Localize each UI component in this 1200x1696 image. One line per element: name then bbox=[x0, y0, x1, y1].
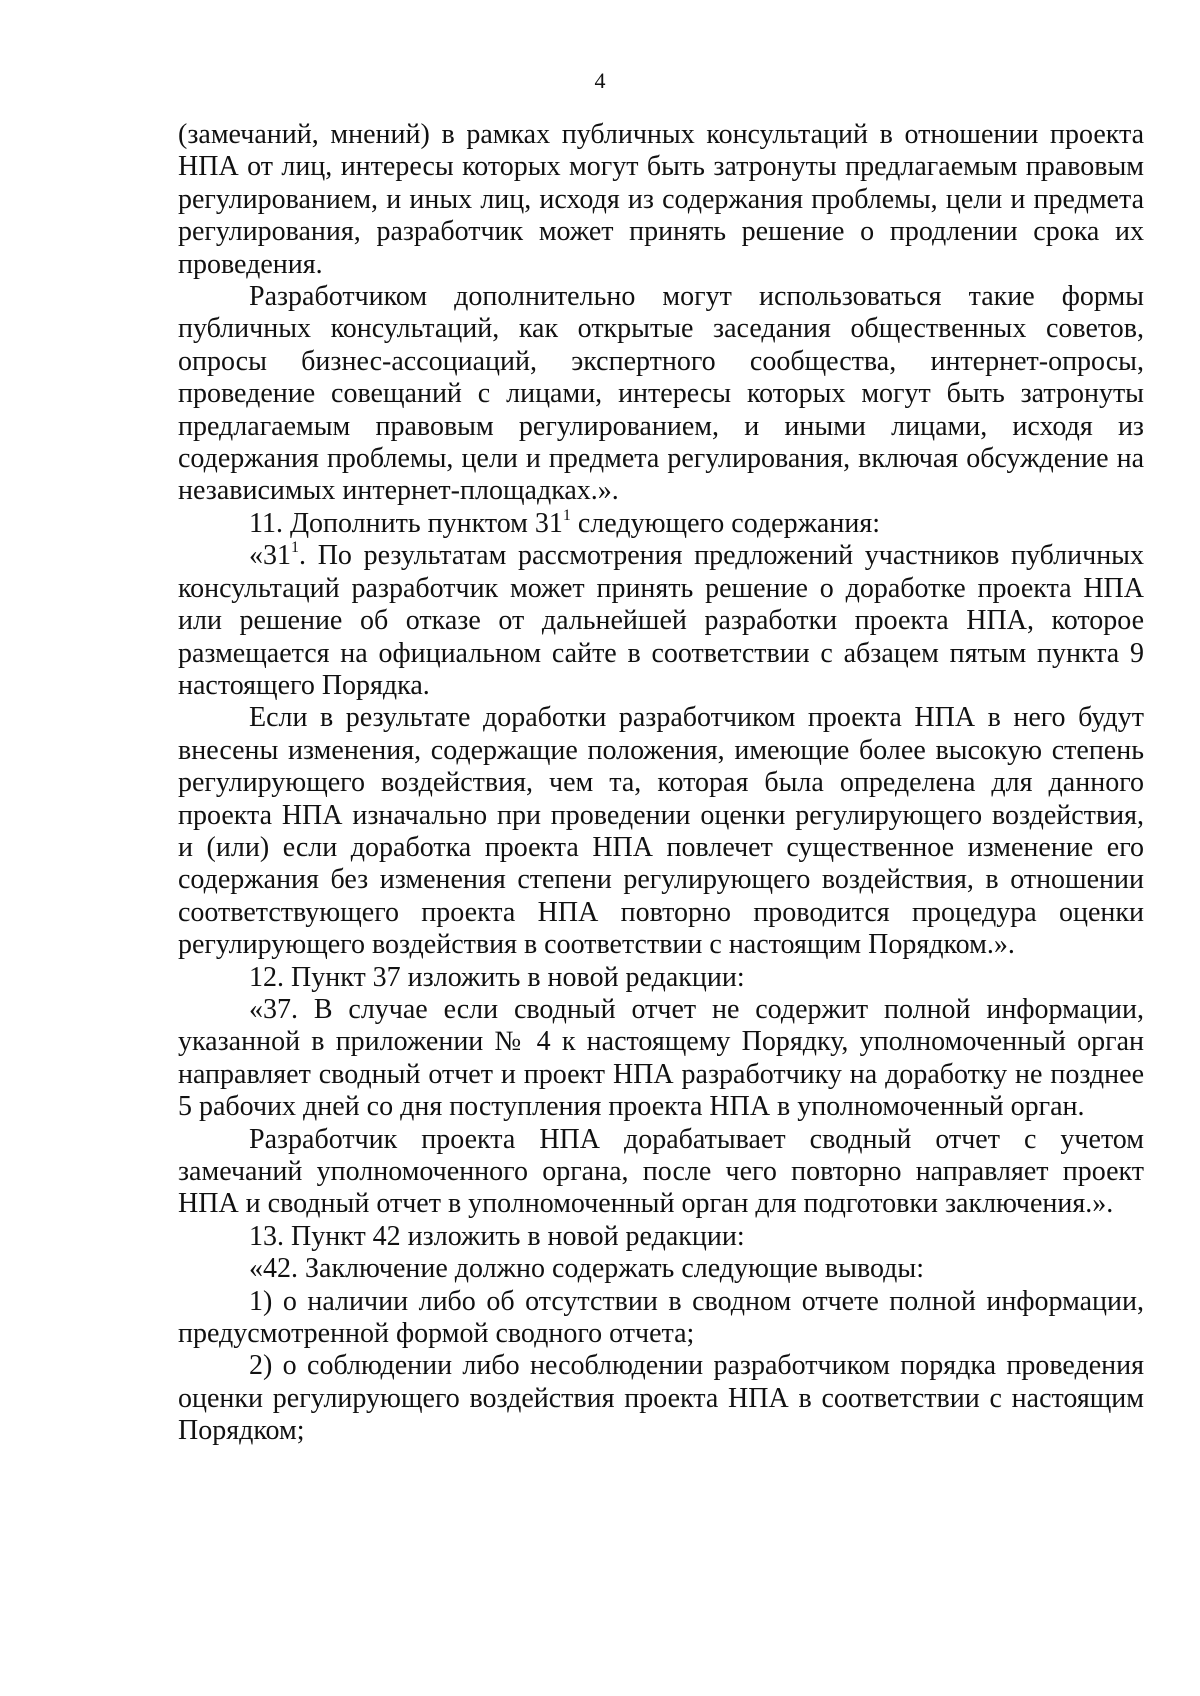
item-11-text: 11. Дополнить пунктом 31 bbox=[249, 507, 563, 539]
document-body bbox=[178, 119, 1144, 1448]
paragraph-report-revision: Разработчик проекта НПА дорабатывает сводный отчет с учетом замечаний уполномоченного органа, после чего повторно направляет проект НПА и сводный отчет в уполномоченный орган для подготовки заключения.». bbox=[178, 1123, 1144, 1220]
paragraph-conclusion-1: 1) о наличии либо об отсутствии в сводном отчете полной информации, предусмотренной формой сводного отчета; bbox=[178, 1285, 1144, 1350]
paragraph-conclusion-2: 2) о соблюдении либо несоблюдении разработчиком порядка проведения оценки регулирующего воздействия проекта НПА в соответствии с настоящим Порядком; bbox=[178, 1350, 1144, 1447]
page-number: 4 bbox=[594, 68, 606, 93]
paragraph-consultation-forms: Разработчиком дополнительно могут использоваться такие формы публичных консультаций, как открытые заседания общественных советов, опросы бизнес-ассоциаций, экспертного сообщества, интернет-опросы, проведение совещаний с лицами, интересы которых могут быть затронуты предлагаемым правовым регулированием, и иными лицами, исходя из содержания проблемы, цели и предмета регулирования, включая обсуждение на независимых интернет-площадках.». bbox=[178, 281, 1144, 507]
paragraph-point-37: «37. В случае если сводный отчет не содержит полной информации, указанной в приложении № 4 к настоящему Порядку, уполномоченный орган направляет сводный отчет и проект НПА разработчику на доработку не позднее 5 рабочих дней со дня поступления проекта НПА в уполномоченный орган. bbox=[178, 993, 1144, 1123]
paragraph-item-12: 12. Пункт 37 изложить в новой редакции: bbox=[249, 961, 745, 993]
item-11-text-end: следующего содержания: bbox=[570, 507, 880, 539]
paragraph-item-11 bbox=[178, 508, 1144, 540]
point-31-1-superscript: 1 bbox=[291, 539, 299, 557]
point-31-1-number: «31 bbox=[249, 540, 291, 572]
point-31-1-text: . По результатам рассмотрения предложений участников публичных консультаций разработчик может принять решение о доработке проекта НПА или решение об отказе от дальнейшей разработки проекта НПА, которое размещается на официальном сайте в соответствии с абзацем пятым пункта 9 настоящего Порядка. bbox=[178, 540, 1144, 701]
paragraph-point-42: «42. Заключение должно содержать следующие выводы: bbox=[249, 1253, 925, 1285]
paragraph-revision-changes: Если в результате доработки разработчиком проекта НПА в него будут внесены изменения, содержащие положения, имеющие более высокую степень регулирующего воздействия, чем та, которая была определена для данного проекта НПА изначально при проведении оценки регулирующего воздействия, и (или) если доработка проекта НПА повлечет существенное изменение его содержания без изменения степени регулирующего воздействия, в отношении соответствующего проекта НПА повторно проводится процедура оценки регулирующего воздействия в соответствии с настоящим Порядком.». bbox=[178, 702, 1144, 961]
paragraph-item-13: 13. Пункт 42 изложить в новой редакции: bbox=[249, 1220, 745, 1252]
paragraph-point-31-1 bbox=[178, 540, 1144, 702]
item-11-superscript: 1 bbox=[562, 506, 571, 524]
paragraph-continuation: (замечаний, мнений) в рамках публичных консультаций в отношении проекта НПА от лиц, интересы которых могут быть затронуты предлагаемым правовым регулированием, и иных лиц, исходя из содержания проблемы, цели и предмета регулирования, разработчик может принять решение о продлении срока их проведения. bbox=[178, 119, 1144, 280]
